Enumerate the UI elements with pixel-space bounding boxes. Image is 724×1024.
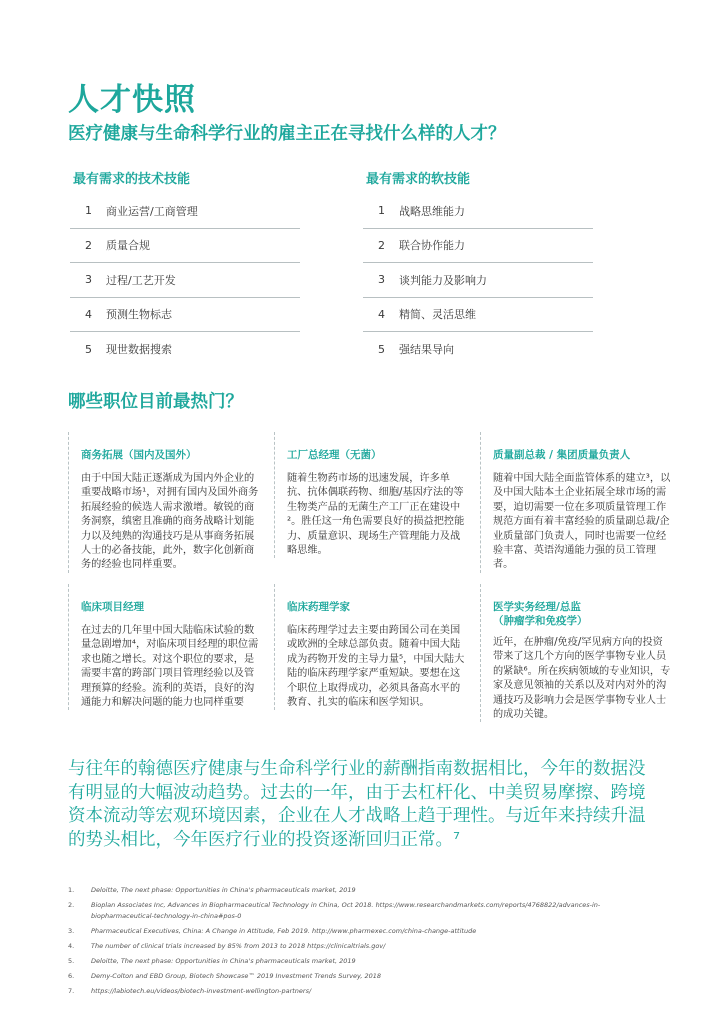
position-description: 随着生物药市场的迅速发展，许多单抗、抗体偶联药物、细胞/基因疗法的等生物类产品的无菌生产工厂正在建设中²。胜任这一角色需要良好的损益把控能力、质量意识、现场生产管理能力及战略思维。	[287, 473, 465, 557]
item-number: 2	[378, 238, 385, 252]
position-title: 工厂总经理（无菌）	[287, 449, 382, 461]
soft-skills-heading: 最有需求的软技能	[366, 172, 471, 187]
footnote-number: 3.	[68, 927, 75, 935]
position-description: 临床药理学过去主要由跨国公司在美国或欧洲的全球总部负责。随着中国大陆成为药物开发的主导力量⁵，中国大陆大陆的临床药理学家严重短缺。要想在这个职位上取得成功，必须具备高水平的教育、扎实的临床和医学知识。	[287, 625, 465, 709]
list-item	[363, 332, 593, 367]
item-label: 强结果导向	[399, 343, 454, 357]
hot-positions-grid	[68, 432, 671, 728]
footnote-text: Deloitte, The next phase: Opportunities in China's pharmaceuticals market, 2019	[91, 886, 356, 894]
item-label: 精简、灵活思维	[399, 308, 476, 322]
footnote-text: Pharmaceutical Executives, China: A Change in Attitude, Feb 2019. http://www.pharmexec.com/china-change-attitude	[91, 927, 477, 935]
footnote	[68, 885, 668, 896]
list-item	[70, 298, 300, 333]
footnote-text: https://labiotech.eu/videos/biotech-investment-wellington-partners/	[91, 987, 312, 995]
footnote	[68, 956, 668, 967]
position-card	[480, 584, 680, 722]
footnote-text: biopharmaceutical-technology-in-china#pos-0	[91, 912, 242, 920]
list-item	[363, 298, 593, 333]
footnote-number: 2.	[68, 901, 75, 909]
position-description: 由于中国大陆正逐渐成为国内外企业的重要战略市场¹，对拥有国内及国外商务拓展经验的候选人需求激增。敏锐的商务洞察，缜密且准确的商务战略计划能力以及纯熟的沟通技巧是从事商务拓展人士的必备技能，此外，数字化创新商务的经验也同样重要。	[81, 473, 259, 571]
item-number: 1	[85, 204, 92, 218]
list-item	[70, 229, 300, 264]
footnote	[68, 926, 668, 937]
list-item	[363, 194, 593, 229]
position-card	[480, 432, 680, 573]
position-card	[68, 584, 268, 710]
item-number: 5	[85, 342, 92, 356]
footnotes	[68, 885, 668, 997]
list-item	[70, 332, 300, 367]
footnote-number	[68, 911, 91, 922]
item-number: 3	[85, 273, 92, 287]
footnote	[68, 971, 668, 982]
page-subtitle: 医疗健康与生命科学行业的雇主正在寻找什么样的人才？	[68, 124, 506, 144]
soft-skills-list	[363, 194, 593, 367]
position-card	[274, 584, 474, 710]
item-number: 3	[378, 273, 385, 287]
footnote-number: 1.	[68, 886, 75, 894]
item-label: 战略思维能力	[399, 204, 465, 218]
list-item	[363, 263, 593, 298]
footnote-text: The number of clinical trials increased by 85% from 2013 to 2018 https://clinicaltrials.gov/	[91, 942, 386, 950]
item-label: 谈判能力及影响力	[399, 273, 487, 287]
list-item	[70, 263, 300, 298]
list-item	[70, 194, 300, 229]
footnote-text: Bioplan Associates Inc, Advances in Biopharmaceutical Technology in China, Oct 2018. https://www.researchandmarkets.com/reports/4768822/advances-in-	[91, 901, 601, 909]
position-description: 随着中国大陆全面监管体系的建立³，以及中国大陆本土企业拓展全球市场的需要，迫切需要一位在多项质量管理工作规范方面有着丰富经验的质量副总裁/企业质量部门负责人，同时也需要一位经验丰富、英语沟通能力强的员工管理者。	[493, 473, 671, 571]
hot-positions-heading: 哪些职位目前最热门？	[68, 392, 243, 412]
position-description: 近年，在肿瘤/免疫/罕见病方向的投资带来了这几个方向的医学事物专业人员的紧缺⁶。所在疾病领域的专业知识，专家及意见领袖的关系以及对内对外的沟通技巧及影响力会是医学事物专业人士的成功关键。	[493, 637, 671, 721]
list-item	[363, 229, 593, 264]
position-title: 临床药理学家	[287, 601, 350, 613]
item-label: 商业运营/工商管理	[106, 204, 198, 218]
position-title: 临床项目经理	[81, 601, 144, 613]
page-title: 人才快照	[68, 82, 196, 118]
position-card	[274, 432, 474, 558]
position-title: 商务拓展（国内及国外）	[81, 449, 197, 461]
footnote-number: 5.	[68, 957, 75, 965]
footnote-number: 6.	[68, 972, 75, 980]
item-number: 4	[378, 307, 385, 321]
footnote	[68, 900, 668, 911]
footnote-text: Deloitte, The next phase: Opportunities in China's pharmaceuticals market, 2019	[91, 957, 356, 965]
tech-skills-heading: 最有需求的技术技能	[73, 172, 191, 187]
footnote-text: Demy-Colton and EBD Group, Biotech Showcase™ 2019 Investment Trends Survey, 2018	[91, 972, 382, 980]
footnote	[68, 941, 668, 952]
item-number: 5	[378, 342, 385, 356]
tech-skills-list	[70, 194, 300, 367]
item-label: 过程/工艺开发	[106, 273, 176, 287]
footnote	[68, 911, 668, 922]
item-label: 联合协作能力	[399, 239, 465, 253]
item-number: 4	[85, 307, 92, 321]
position-description: 在过去的几年里中国大陆临床试验的数量急剧增加⁴，对临床项目经理的职位需求也随之增长。对这个职位的要求，是需要丰富的跨部门项目管理经验以及管理预算的经验。流利的英语，良好的沟通能力和解决问题的能力也同样重要	[81, 625, 259, 709]
position-title: 医学实务经理/总监 （肿瘤学和免疫学）	[493, 601, 588, 627]
footnote-number: 7.	[68, 987, 75, 995]
item-number: 1	[378, 204, 385, 218]
position-title: 质量副总裁 / 集团质量负责人	[493, 449, 631, 461]
item-label: 质量合规	[106, 239, 150, 253]
item-number: 2	[85, 238, 92, 252]
item-label: 预测生物标志	[106, 308, 172, 322]
pull-quote: 与往年的翰德医疗健康与生命科学行业的薪酬指南数据相比，今年的数据没有明显的大幅波动趋势。过去的一年，由于去杠杆化、中美贸易摩擦、跨境资本流动等宏观环境因素，企业在人才战略上趋于理性。与近年来持续升温的势头相比，今年医疗行业的投资逐渐回归正常。⁷	[68, 759, 646, 850]
footnote-number: 4.	[68, 942, 75, 950]
position-card	[68, 432, 268, 573]
footnote	[68, 986, 668, 997]
item-label: 现世数据搜索	[106, 343, 172, 357]
